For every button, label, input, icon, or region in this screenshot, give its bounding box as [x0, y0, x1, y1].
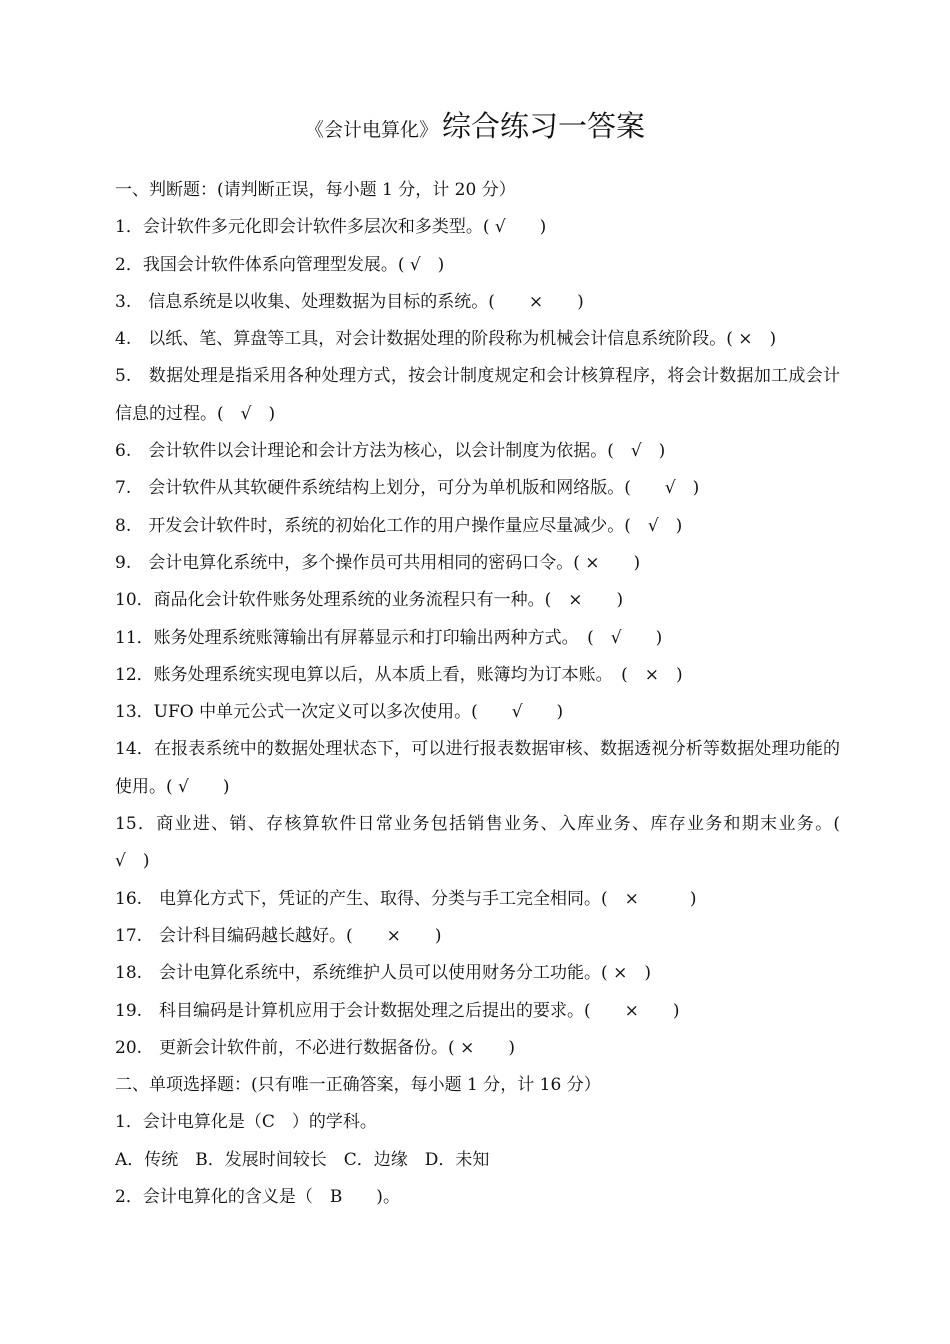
- question-line: 8. 开发会计软件时，系统的初始化工作的用户操作量应尽量减少。( √ ): [115, 515, 683, 536]
- question-line: 18. 会计电算化系统中，系统维护人员可以使用财务分工功能。( × ): [115, 963, 651, 984]
- question-line: 19. 科目编码是计算机应用于会计数据处理之后提出的要求。( × ): [115, 1000, 680, 1021]
- question-line: 1．会计电算化是（C ）的学科。: [115, 1112, 377, 1133]
- question-line: 14．在报表系统中的数据处理状态下，可以进行报表数据审核、数据透视分析等数据处理功能的使用。( √ ): [115, 739, 840, 797]
- question-line: 3. 信息系统是以收集、处理数据为目标的系统。( × ): [115, 291, 584, 312]
- answer-options-line: A．传统 B．发展时间较长 C．边缘 D．未知: [115, 1149, 490, 1170]
- title-main: 综合练习一答案: [442, 109, 646, 143]
- section-heading-single-choice: 二、单项选择题：(只有唯一正确答案，每小题 1 分，计 16 分）: [115, 1075, 601, 1096]
- question-line: 13．UFO 中单元公式一次定义可以多次使用。( √ ): [115, 702, 564, 723]
- question-line: 7. 会计软件从其软硬件系统结构上划分，可分为单机版和网络版。( √ ): [115, 478, 700, 499]
- question-line: 2．会计电算化的含义是（ B )。: [115, 1187, 400, 1208]
- question-line: 17. 会计科目编码越长越好。( × ): [115, 925, 442, 946]
- question-line: 2．我国会计软件体系向管理型发展。( √ ): [115, 254, 445, 275]
- document-body: [115, 172, 857, 1216]
- question-line: 16. 电算化方式下，凭证的产生、取得、分类与手工完全相同。( × ): [115, 888, 697, 909]
- question-line: 1．会计软件多元化即会计软件多层次和多类型。( √ ): [115, 217, 547, 238]
- question-line: 5. 数据处理是指采用各种处理方式，按会计制度规定和会计核算程序，将会计数据加工成会计信息的过程。( √ ): [115, 366, 840, 424]
- question-line: 20. 更新会计软件前，不必进行数据备份。( × ): [115, 1037, 515, 1058]
- question-line: 11．账务处理系统账簿输出有屏幕显示和打印输出两种方式。 ( √ ): [115, 627, 663, 648]
- question-line: 10．商品化会计软件账务处理系统的业务流程只有一种。( × ): [115, 590, 624, 611]
- page-title: [0, 104, 950, 145]
- question-line: 12．账务处理系统实现电算以后，从本质上看，账簿均为订本账。 ( × ): [115, 664, 683, 685]
- question-line: 9. 会计电算化系统中，多个操作员可共用相同的密码口令。( × ): [115, 552, 641, 573]
- question-line: 15．商业进、销、存核算软件日常业务包括销售业务、入库业务、库存业务和期末业务。( √ ): [115, 814, 857, 872]
- title-prefix: 《会计电算化》: [304, 119, 438, 141]
- question-line: 4. 以纸、笔、算盘等工具，对会计数据处理的阶段称为机械会计信息系统阶段。( × ): [115, 329, 777, 350]
- section-heading-true-false: 一、判断题：(请判断正误，每小题 1 分，计 20 分）: [115, 180, 516, 200]
- question-line: 6. 会计软件以会计理论和会计方法为核心，以会计制度为依据。( √ ): [115, 441, 666, 462]
